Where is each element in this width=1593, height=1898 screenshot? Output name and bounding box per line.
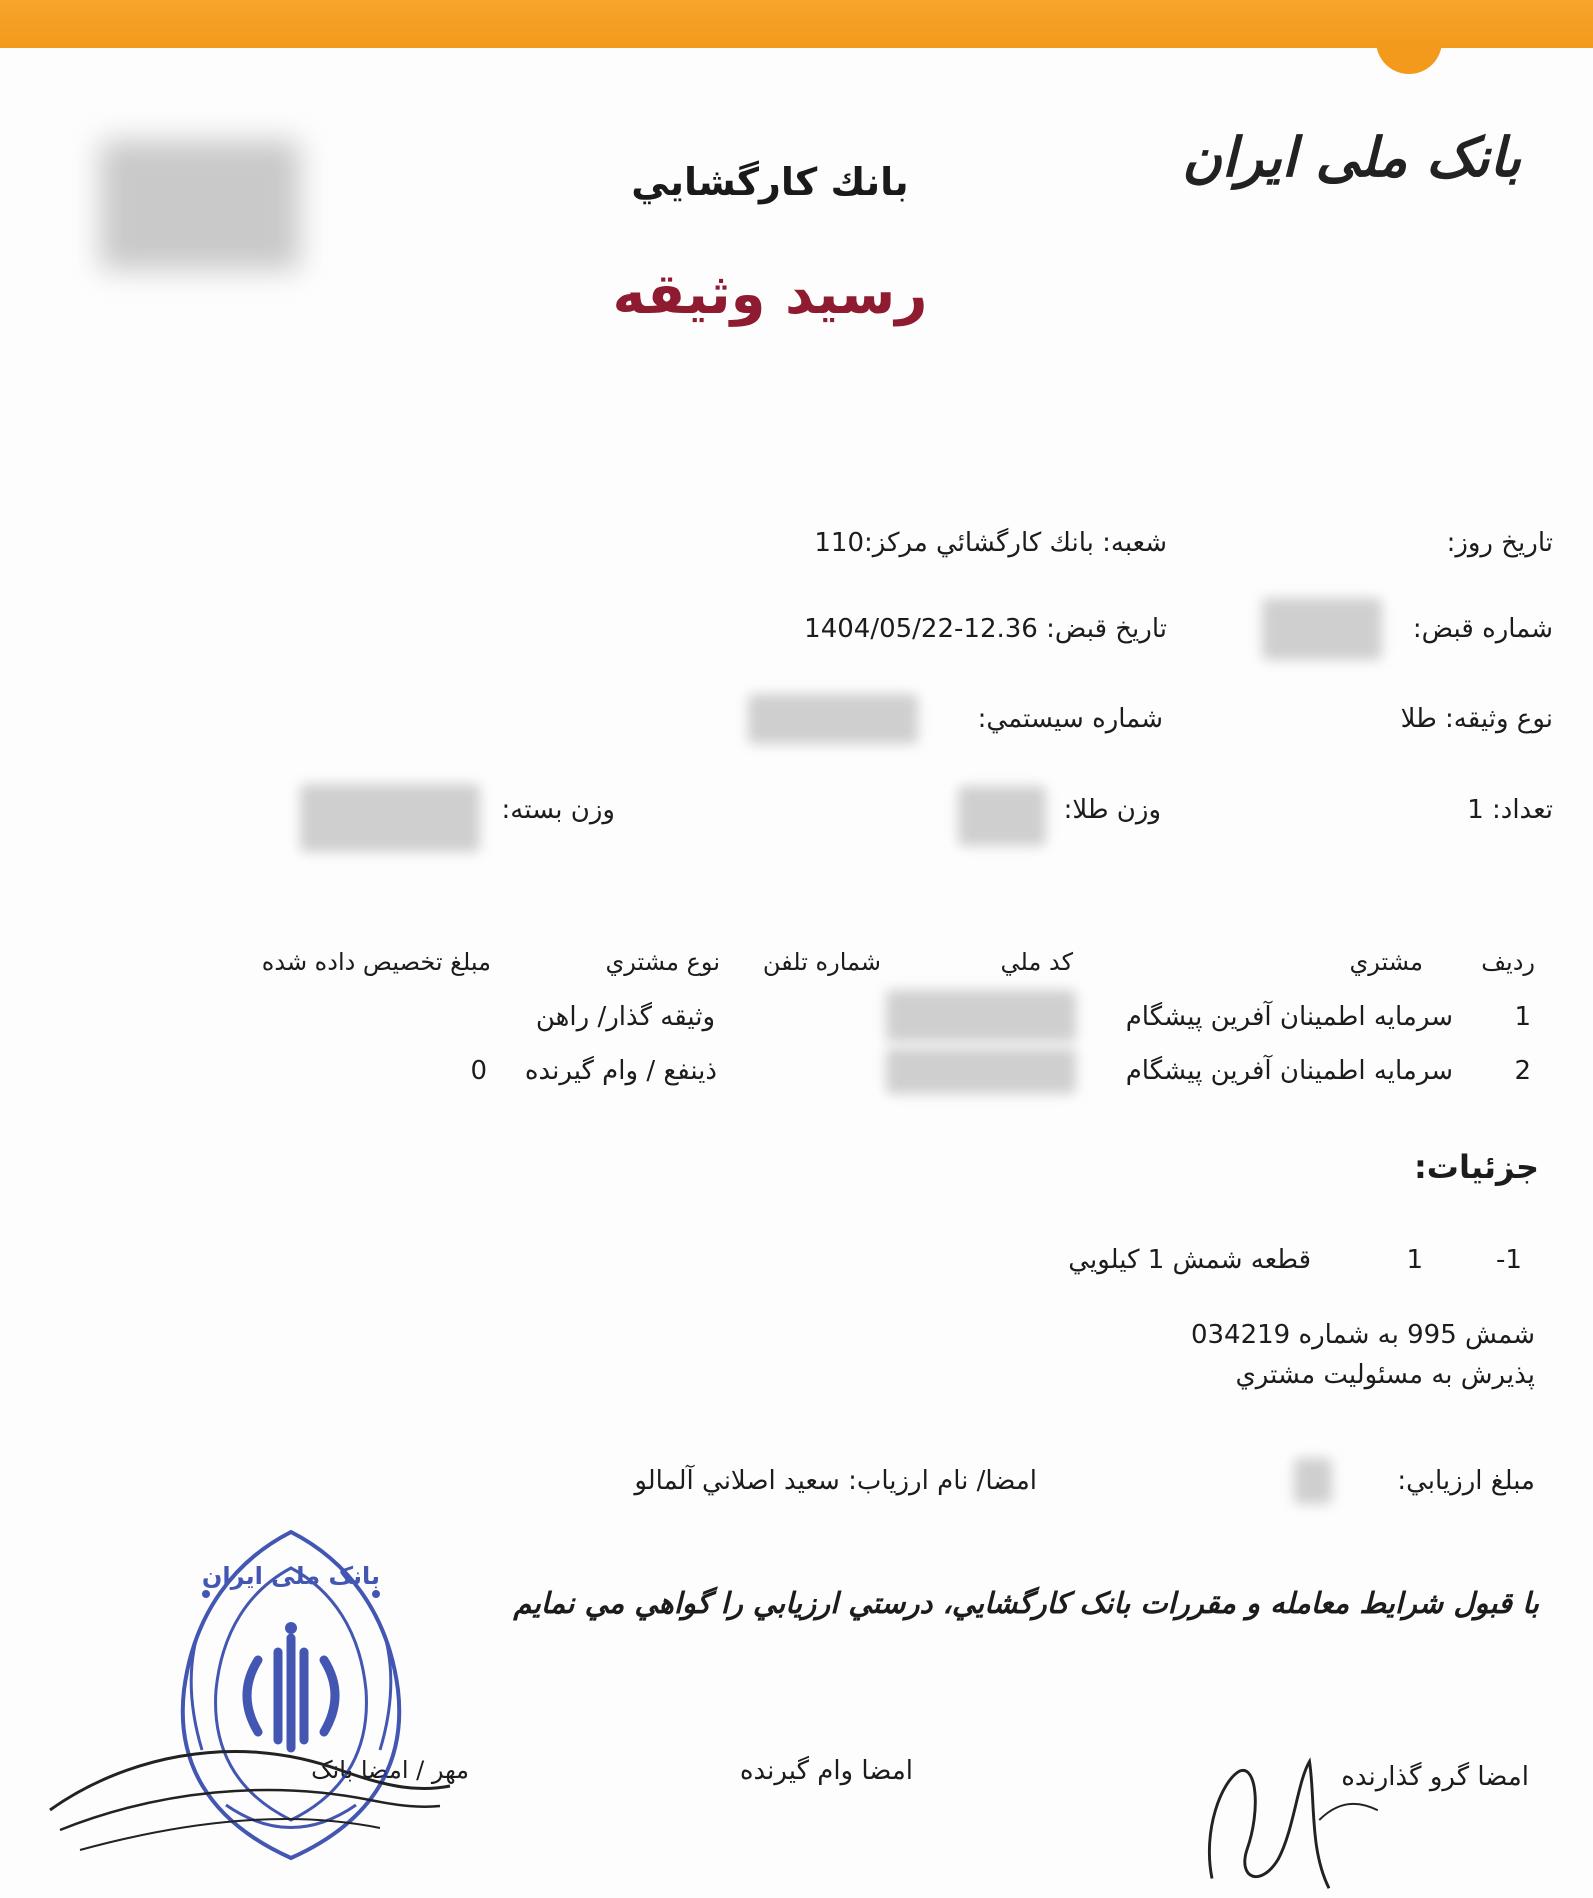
- terms-statement: با قبول شرايط معامله و مقررات بانک کارگشايي، درستي ارزيابي را گواهي مي نمايم: [513, 1586, 1539, 1620]
- header-national-id: كد ملي: [1000, 948, 1073, 976]
- redacted-row1-national-id: [886, 990, 1076, 1042]
- bank-signature-scribble: [40, 1700, 460, 1860]
- header-band: [0, 0, 1593, 48]
- header-allocated-amount: مبلغ تخصيص داده شده: [261, 948, 491, 976]
- redacted-row2-national-id: [886, 1048, 1076, 1094]
- appraiser-name: امضا/ نام ارزياب: سعيد اصلاني آلمالو: [634, 1466, 1037, 1496]
- row2-customer-type: ذينفع / وام گيرنده: [524, 1056, 717, 1086]
- stamp-text: بانک ملی ایران: [201, 1562, 381, 1590]
- signature-bank-label: مهر / امضا بانک: [311, 1756, 469, 1784]
- bank-melli-logo: بانک ملی ایران: [1182, 125, 1521, 189]
- gold-weight-label: وزن طلا:: [1063, 795, 1161, 825]
- collateral-type: نوع وثيقه: طلا: [1400, 704, 1553, 734]
- header-notch: [1376, 40, 1442, 74]
- header-phone: شماره تلفن: [762, 948, 881, 976]
- redacted-system-number: [748, 694, 918, 744]
- branch-info: شعبه: بانك كارگشائي مركز:110: [814, 528, 1167, 558]
- document-title: رسيد وثيقه: [612, 262, 928, 327]
- redacted-gold-weight: [958, 786, 1046, 846]
- package-weight-label: وزن بسته:: [501, 795, 615, 825]
- details-note-line2: پذيرش به مسئوليت مشتري: [1235, 1360, 1535, 1390]
- row1-customer: سرمايه اطمينان آفرين پيشگام: [1125, 1002, 1453, 1032]
- header-customer-type: نوع مشتري: [605, 948, 720, 976]
- redacted-appraisal-amount: [1294, 1458, 1332, 1504]
- signature-borrower-label: امضا وام گيرنده: [739, 1756, 913, 1786]
- redacted-package-weight: [300, 784, 480, 852]
- count: تعداد: 1: [1467, 795, 1553, 825]
- signature-pledgor-label: امضا گرو گذارنده: [1341, 1762, 1529, 1792]
- row2-allocated-amount: 0: [470, 1056, 487, 1086]
- appraisal-amount-label: مبلغ ارزيابي:: [1397, 1466, 1535, 1496]
- row1-index: 1: [1514, 1002, 1531, 1032]
- details-item-index: -1: [1496, 1245, 1522, 1275]
- bank-name: بانك كارگشايي: [631, 160, 909, 204]
- header-row: رديف: [1481, 948, 1535, 976]
- redacted-header-block: [100, 140, 300, 270]
- redacted-receipt-number: [1262, 598, 1382, 660]
- pledgor-signature-scribble: [1190, 1742, 1390, 1898]
- row1-customer-type: وثيقه گذار/ راهن: [535, 1002, 715, 1032]
- details-heading: جزئيات:: [1413, 1148, 1539, 1186]
- receipt-number-label: شماره قبض:: [1412, 614, 1553, 644]
- receipt-date: تاريخ قبض: 12.36-1404/05/22: [804, 614, 1167, 644]
- date-label: تاريخ روز:: [1446, 528, 1553, 558]
- details-item-qty: 1: [1406, 1245, 1423, 1275]
- details-note-line1: شمش 995 به شماره 034219: [1190, 1320, 1535, 1350]
- details-item-desc: قطعه شمش 1 كيلويي: [1068, 1245, 1311, 1275]
- system-number-label: شماره سيستمي:: [977, 704, 1163, 734]
- row2-index: 2: [1514, 1056, 1531, 1086]
- header-customer: مشتري: [1349, 948, 1423, 976]
- row2-customer: سرمايه اطمينان آفرين پيشگام: [1125, 1056, 1453, 1086]
